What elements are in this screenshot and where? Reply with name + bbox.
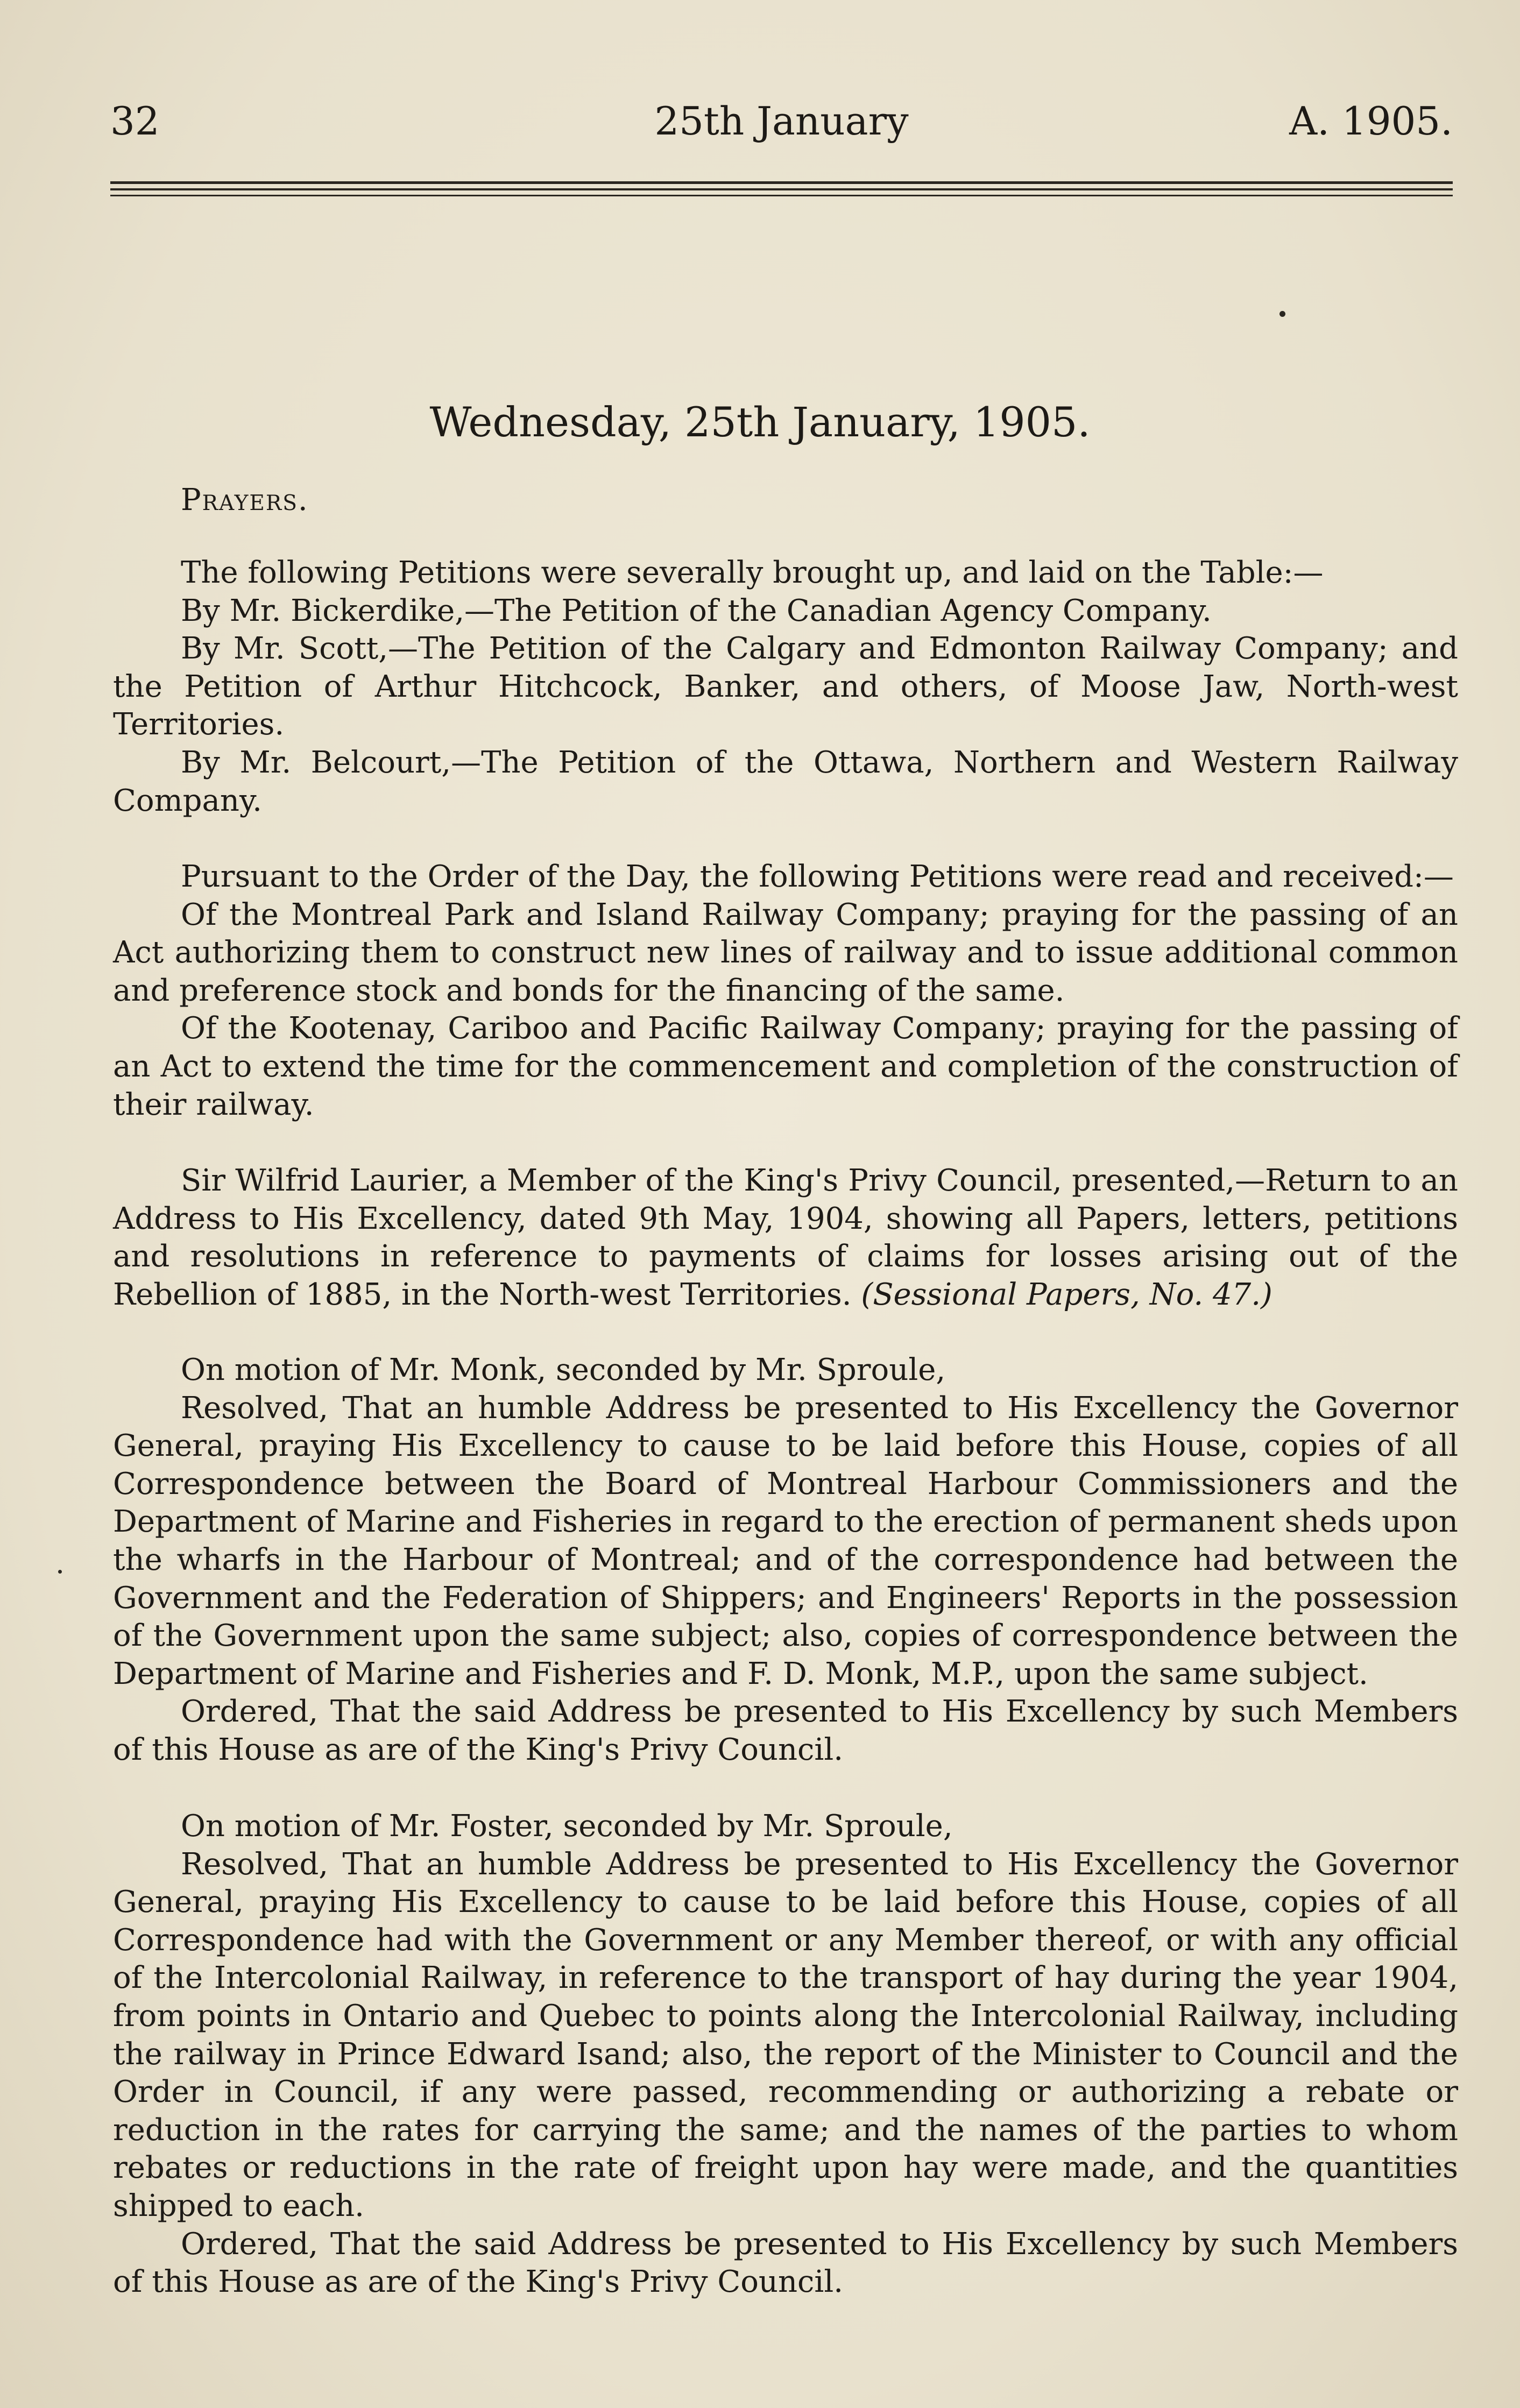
petition-item: By Mr. Scott,—The Petition of the Calgary and Edmonton Railway Company; and the Petition of Arthur Hitchcock, Banker, and others, of Moose Jaw, North-west Territories. xyxy=(113,631,1458,742)
laurier-return-section xyxy=(113,1162,1458,1314)
prayers-section xyxy=(113,481,1458,520)
petition-read-item: Of the Kootenay, Cariboo and Pacific Railway Company; praying for the passing of an Act to extend the time for the commencement and completion of the construction of their railway. xyxy=(113,1011,1458,1122)
sessional-paper-reference: (Sessional Papers, No. 47.) xyxy=(861,1277,1272,1312)
petition-item: By Mr. Belcourt,—The Petition of the Ottawa, Northern and Western Railway Company. xyxy=(113,745,1458,818)
petitions-read-section xyxy=(113,858,1458,1124)
petitions-brought-up-section xyxy=(113,554,1458,820)
header-rule-middle xyxy=(110,188,1453,190)
motion-ordered: Ordered, That the said Address be presented to His Excellency by such Members of this House as are of the King's Privy Council. xyxy=(113,2226,1458,2300)
prayers-heading: Prayers. xyxy=(181,483,309,518)
running-head-year: A. 1905. xyxy=(1289,98,1453,144)
petition-item: By Mr. Bickerdike,—The Petition of the Canadian Agency Company. xyxy=(181,593,1212,628)
motion-foster-section xyxy=(113,1808,1458,2301)
header-rule-bottom xyxy=(110,195,1453,196)
petitions-intro: The following Petitions were severally brought up, and laid on the Table:— xyxy=(181,555,1324,590)
day-title: Wednesday, 25th January, 1905. xyxy=(429,398,1091,446)
header-rule-top xyxy=(110,181,1453,184)
running-head xyxy=(110,97,1453,145)
running-head-date: 25th January xyxy=(654,98,909,144)
motion-resolved: Resolved, That an humble Address be presented to His Excellency the Governor General, praying His Excellency to cause to be laid before this House, copies of all Correspondence between the Board of Montreal Harbour Commissioners and the Department of Marine and Fisheries in regard to the erection of permanent sheds upon the wharfs in the Harbour of Montreal; and of the correspondence had between the Government and the Federation of Shippers; and Engineers' Reports in the possession of the Government upon the same subject; also, copies of correspondence between the Department of Marine and Fisheries and F. D. Monk, M.P., upon the same subject. xyxy=(113,1390,1458,1691)
petition-read-item: Of the Montreal Park and Island Railway Company; praying for the passing of an Act authorizing them to construct new lines of railway and to issue additional common and preference stock and bonds for the financing of the same. xyxy=(113,897,1458,1008)
motion-intro: On motion of Mr. Foster, seconded by Mr. Sproule, xyxy=(181,1809,953,1844)
page-number: 32 xyxy=(110,98,160,144)
motion-resolved: Resolved, That an humble Address be presented to His Excellency the Governor General, praying His Excellency to cause to be laid before this House, copies of all Correspondence had with the Government or any Member thereof, or with any official of the Intercolonial Railway, in reference to the transport of hay during the year 1904, from points in Ontario and Quebec to points along the Intercolonial Railway, including the railway in Prince Edward Isand; also, the report of the Minister to Council and the Order in Council, if any were passed, recommending or authorizing a rebate or reduction in the rates for carrying the same; and the names of the parties to whom rebates or reductions in the rate of freight upon hay were made, and the quantities shipped to each. xyxy=(113,1846,1458,2223)
motion-intro: On motion of Mr. Monk, seconded by Mr. Sproule, xyxy=(181,1352,946,1387)
petitions-read-intro: Pursuant to the Order of the Day, the following Petitions were read and received:— xyxy=(181,859,1454,894)
motion-ordered: Ordered, That the said Address be presented to His Excellency by such Members of this House as are of the King's Privy Council. xyxy=(113,1694,1458,1767)
print-speck xyxy=(58,1570,62,1574)
laurier-return-text: Sir Wilfrid Laurier, a Member of the King's Privy Council, presented,—Return to an Address to His Excellency, dated 9th May, 1904, showing all Papers, letters, petitions and resolutions in reference to payments of claims for losses arising out of the Rebellion of 1885, in the North-west Territories. xyxy=(113,1163,1458,1312)
print-speck xyxy=(1279,311,1285,317)
laurier-return-paragraph xyxy=(113,1162,1458,1314)
motion-monk-section xyxy=(113,1351,1458,1769)
